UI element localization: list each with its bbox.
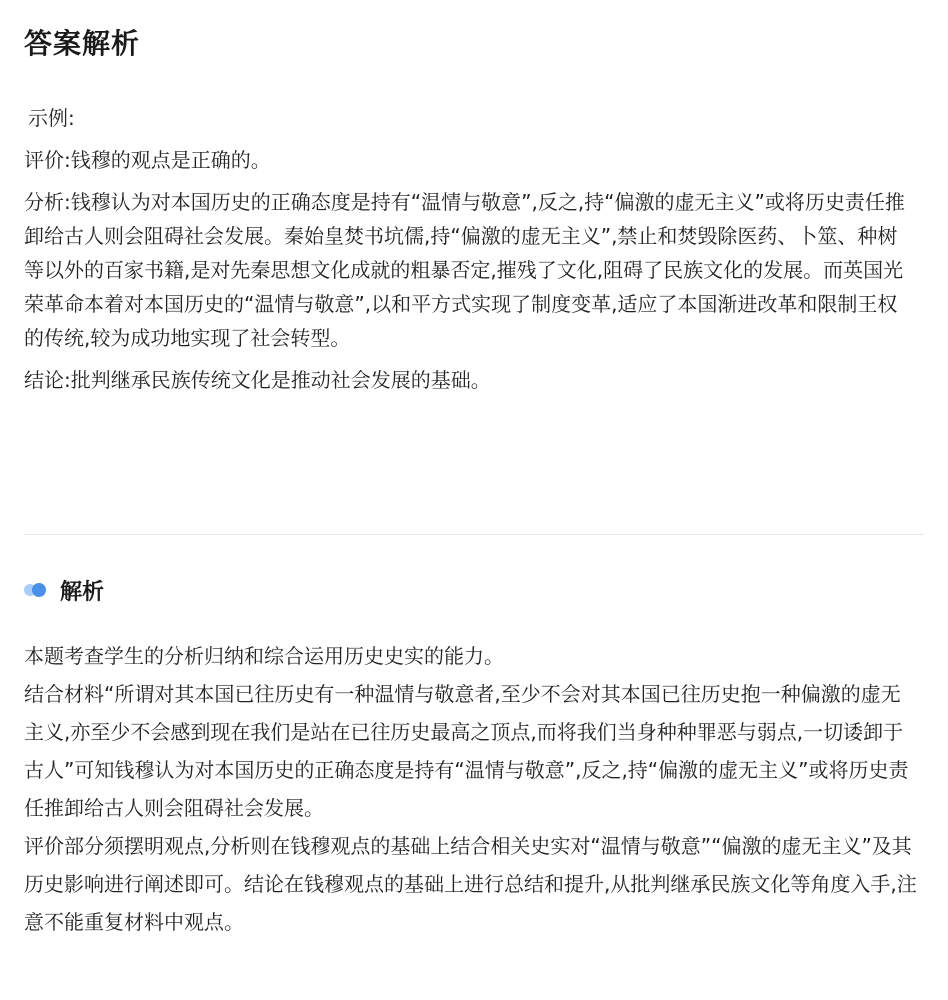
evaluation-text: 评价:钱穆的观点是正确的。 [24, 148, 271, 172]
example-label: 示例: [28, 106, 75, 130]
explanation-paragraph-1: 本题考查学生的分析归纳和综合运用历史史实的能力。 [24, 644, 504, 668]
analysis-text: 分析:钱穆认为对本国历史的正确态度是持有“温情与敬意”,反之,持“偏激的虚无主义”或将历史责任推卸给古人则会阻碍社会发展。秦始皇焚书坑儒,持“偏激的虚无主义”,禁止和焚毁除医药、卜筮、种树等以外的百家书籍,是对先秦思想文化成就的粗暴否定,摧残了文化,阻碍了民族文化的发展。而英国光荣革命本着对本国历史的“温情与敬意”,以和平方式实现了制度变革,适应了本国渐进改革和限制王权的传统,较为成功地实现了社会转型。 [24, 190, 905, 350]
section-divider [24, 534, 924, 535]
answer-content [24, 101, 914, 397]
conclusion-text: 结论:批判继承民族传统文化是推动社会发展的基础。 [24, 368, 491, 392]
explanation-content [24, 637, 919, 941]
explanation-paragraph-2: 结合材料“所谓对其本国已往历史有一种温情与敬意者,至少不会对其本国已往历史抱一种偏激的虚无主义,亦至少不会感到现在我们是站在已往历史最高之顶点,而将我们当身种种罪恶与弱点,一切诿卸于古人”可知钱穆认为对本国历史的正确态度是持有“温情与敬意”,反之,持“偏激的虚无主义”或将历史责任推卸给古人则会阻碍社会发展。 [24, 682, 909, 820]
explanation-header [24, 574, 104, 606]
dots-icon [24, 583, 50, 597]
page-title: 答案解析 [24, 27, 141, 60]
explanation-paragraph-3: 评价部分须摆明观点,分析则在钱穆观点的基础上结合相关史实对“温情与敬意”“偏激的虚无主义”及其历史影响进行阐述即可。结论在钱穆观点的基础上进行总结和提升,从批判继承民族文化等角度入手,注意不能重复材料中观点。 [24, 834, 917, 934]
explanation-title: 解析 [60, 579, 105, 605]
